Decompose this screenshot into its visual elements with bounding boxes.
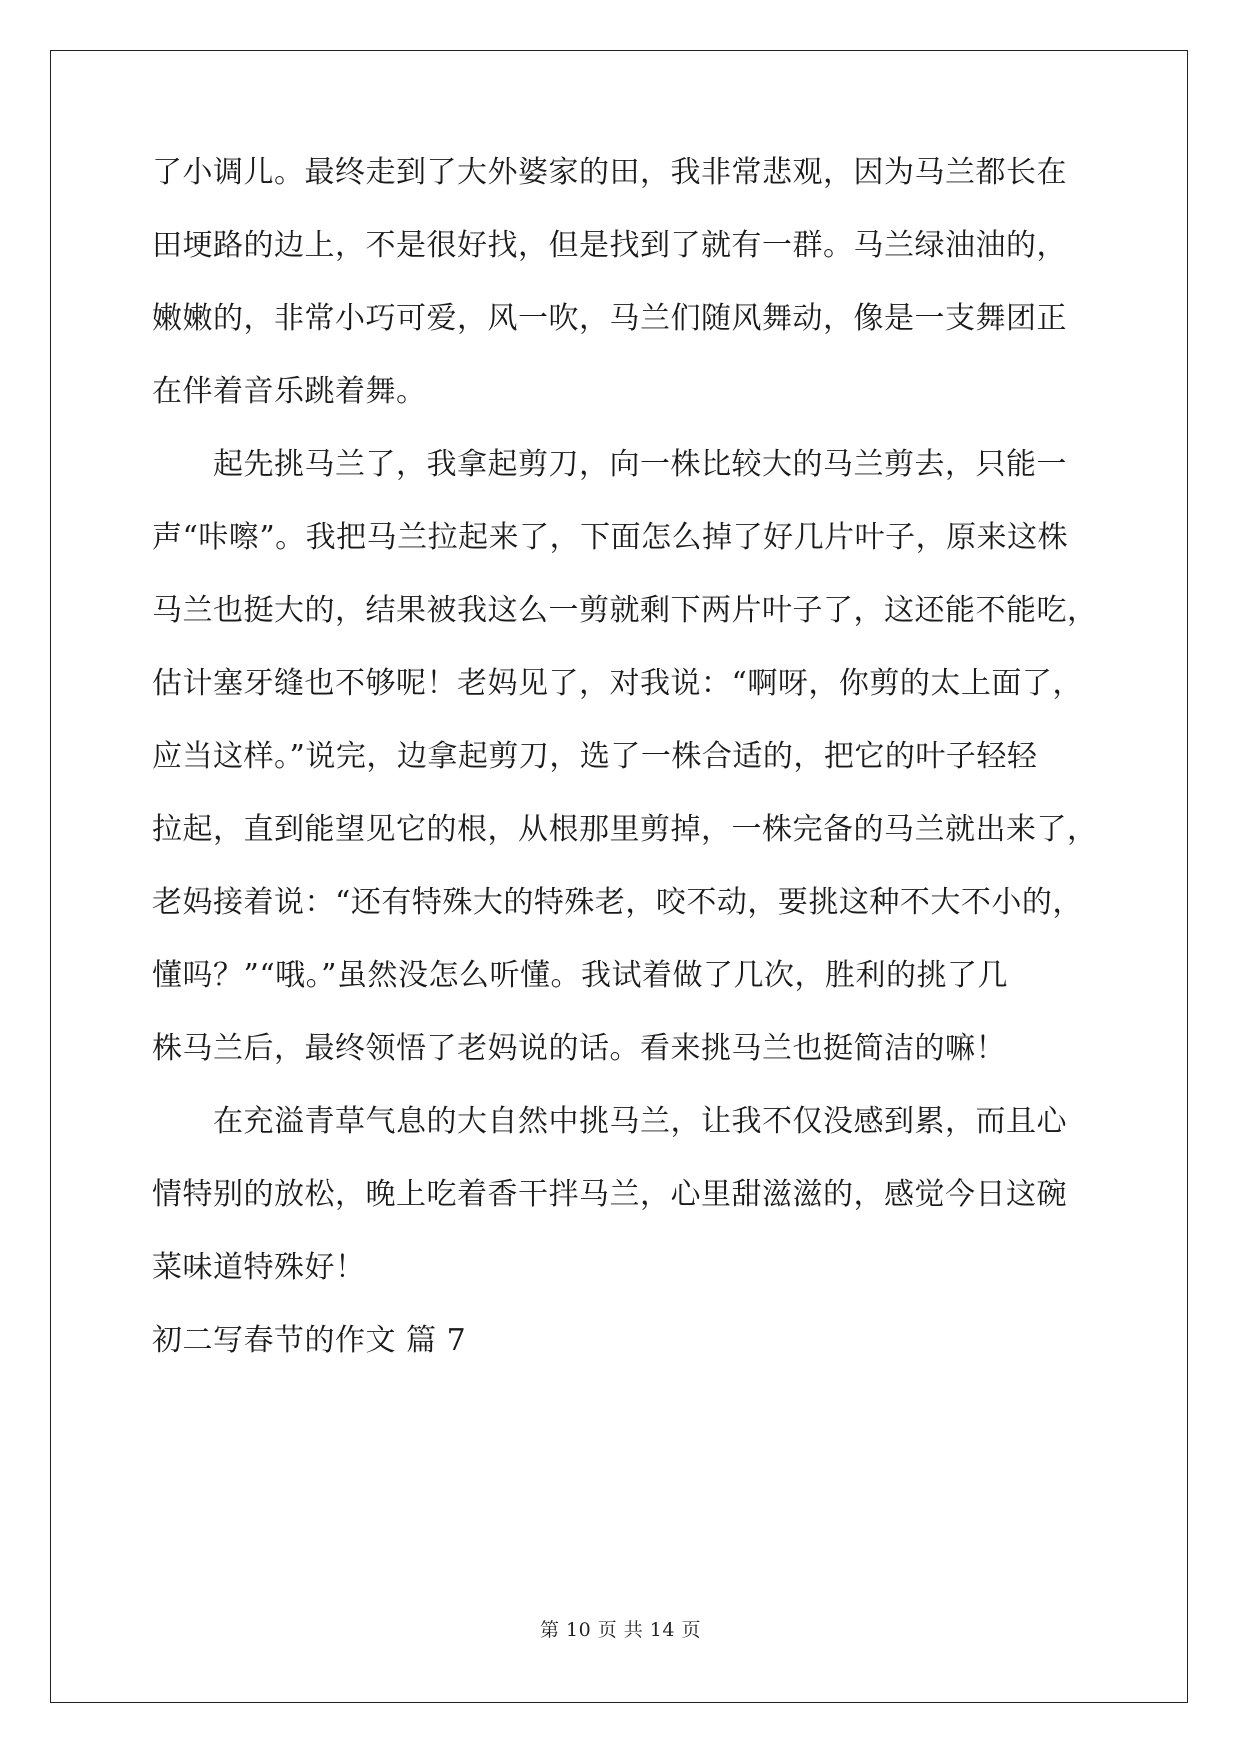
- paragraph-line: 株马兰后，最终领悟了老妈说的话。看来挑马兰也挺简洁的嘛！: [152, 1031, 1006, 1066]
- paragraph-line: 马兰也挺大的，结果被我这么一剪就剩下两片叶子了，这还能不能吃，: [152, 593, 1098, 628]
- paragraph-line: 田埂路的边上，不是很好找，但是找到了就有一群。马兰绿油油的，: [152, 228, 1067, 263]
- page-number-footer: 第 10 页 共 14 页: [539, 1619, 702, 1641]
- paragraph-line: 老妈接着说：“还有特殊大的特殊老，咬不动，要挑这种不大不小的，: [152, 885, 1083, 920]
- paragraph-line: 估计塞牙缝也不够呢！老妈见了，对我说：“啊呀，你剪的太上面了，: [152, 666, 1083, 701]
- page-border: [50, 50, 1188, 1703]
- paragraph-line: 嫩嫩的，非常小巧可爱，风一吹，马兰们随风舞动，像是一支舞团正: [152, 301, 1067, 336]
- paragraph-line: 懂吗？”“哦。”虽然没怎么听懂。我试着做了几次，胜利的挑了几: [152, 958, 1009, 993]
- paragraph-line: 在充溢青草气息的大自然中挑马兰，让我不仅没感到累，而且心: [213, 1104, 1067, 1139]
- paragraph-line: 声“咔嚓”。我把马兰拉起来了，下面怎么掉了好几片叶子，原来这株: [152, 520, 1069, 555]
- paragraph-line: 了小调儿。最终走到了大外婆家的田，我非常悲观，因为马兰都长在: [152, 155, 1067, 190]
- paragraph-line: 应当这样。”说完，边拿起剪刀，选了一株合适的，把它的叶子轻轻: [152, 739, 1038, 774]
- paragraph-line: 菜味道特殊好！: [152, 1250, 366, 1285]
- paragraph-line: 在伴着音乐跳着舞。: [152, 374, 427, 409]
- paragraph-line: 情特别的放松，晚上吃着香干拌马兰，心里甜滋滋的，感觉今日这碗: [152, 1177, 1067, 1212]
- paragraph-line: 起先挑马兰了，我拿起剪刀，向一株比较大的马兰剪去，只能一: [213, 447, 1067, 482]
- section-heading: 初二写春节的作文 篇 7: [152, 1323, 467, 1358]
- paragraph-line: 拉起，直到能望见它的根，从根那里剪掉，一株完备的马兰就出来了，: [152, 812, 1098, 847]
